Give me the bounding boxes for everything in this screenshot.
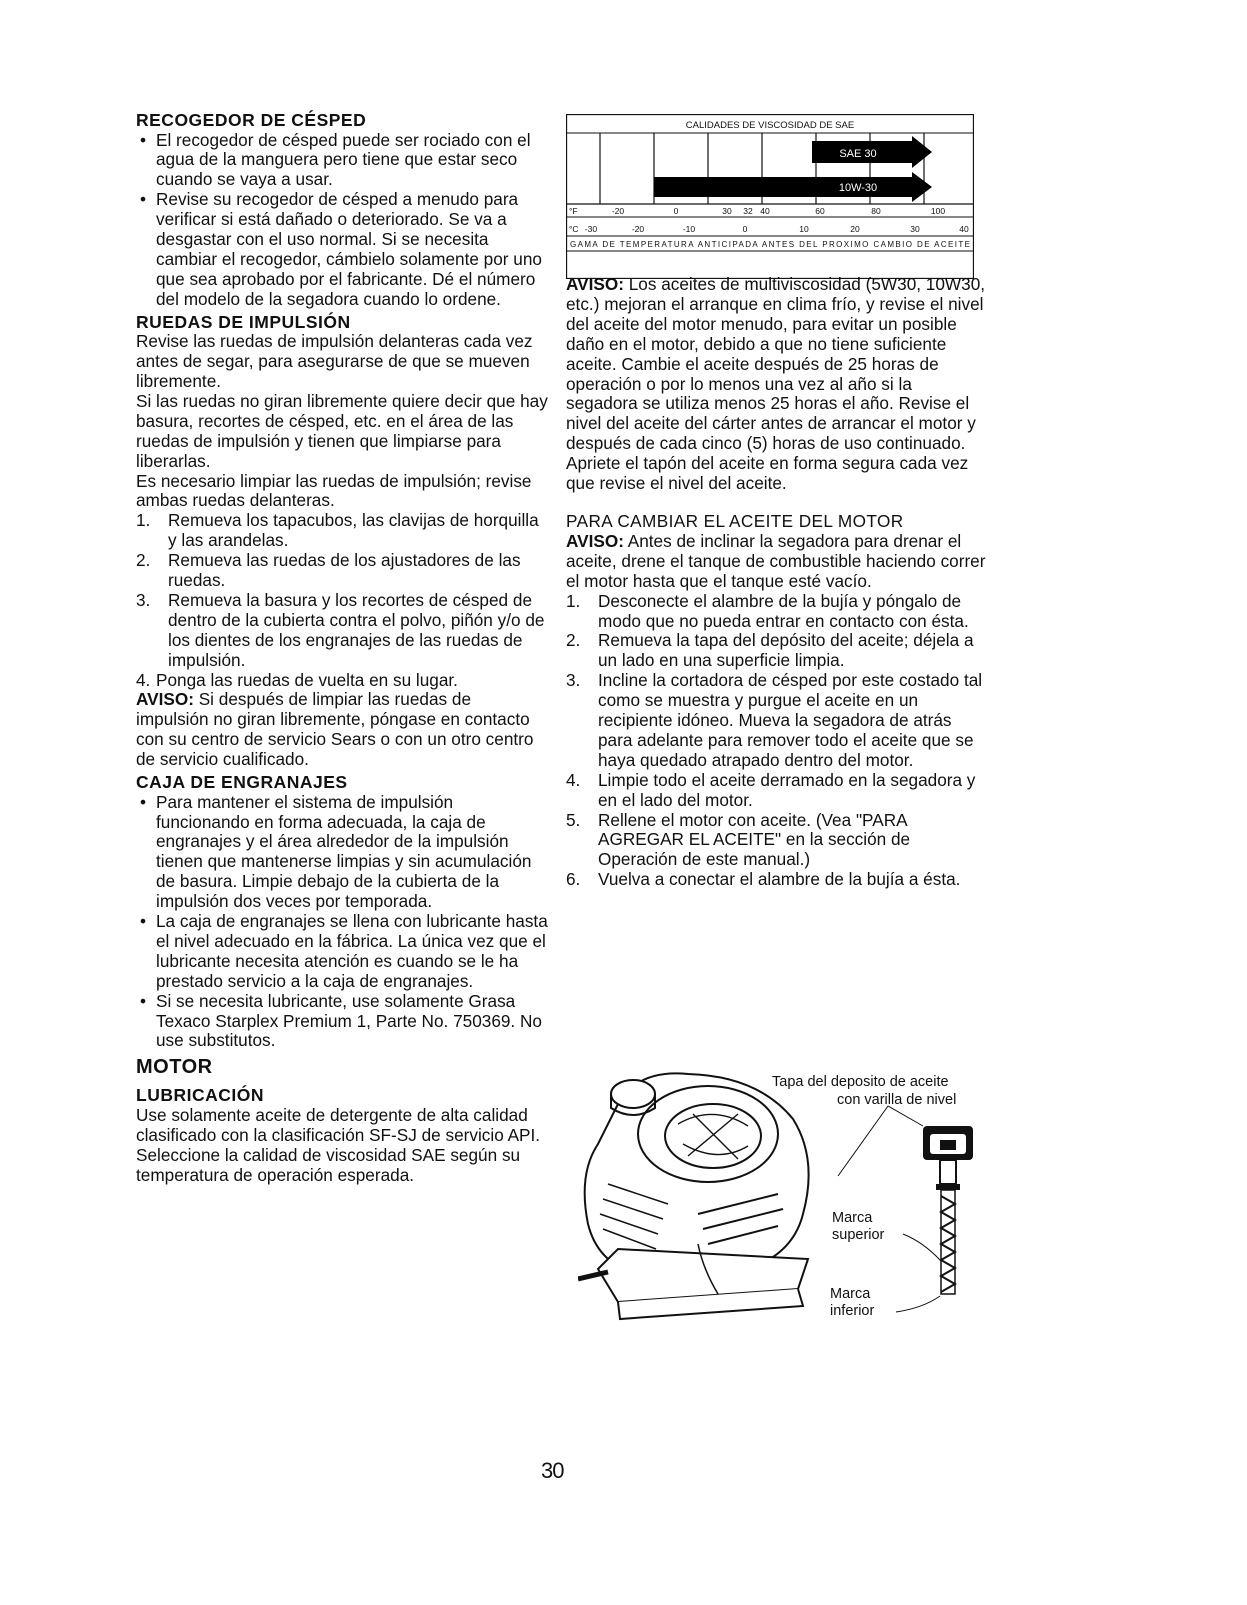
page-number: 30 [541,1458,564,1483]
step-number: 2. [136,550,151,571]
aviso-label: AVISO: [566,274,624,294]
caja-bullets [136,793,548,1052]
celsius-label: °C [569,224,579,234]
paragraph: Si las ruedas no giran libremente quiere decir que hay basura, recortes de césped, etc. en el área de las ruedas de impulsión y tienen que limpiarse para liberarlas. [136,390,548,471]
section-heading-ruedas: RUEDAS DE IMPULSIÓN [136,311,351,332]
section-heading-caja: CAJA DE ENGRANAJES [136,772,348,793]
bullet-item: • Si se necesita lubricante, use solamente Grasa Texaco Starplex Premium 1, Parte No. 750369. No use substitutos. [136,992,548,1052]
sae30-label: SAE 30 [839,148,877,160]
f-tick: 60 [815,206,825,216]
f-tick: 0 [673,206,679,216]
bullet-item: • El recogedor de césped puede ser rociado con el agua de la manguera pero tiene que estar seco cuando se vaya a usar. [136,131,548,191]
10w30-label: 10W-30 [838,182,878,194]
step-item [566,631,986,671]
ruedas-steps [136,511,548,690]
section-heading-recogedor: RECOGEDOR DE CÉSPED [136,110,367,130]
bullet-item: • La caja de engranajes se llena con lubricante hasta el nivel adecuado en la fábrica. La única vez que el lubricante necesita atención es cuando se le ha prestado servicio a la caja de engranajes. [136,912,548,992]
aviso-paragraph [566,275,986,494]
step-item [566,870,986,890]
step-text: Vuelva a conectar el alambre de la bujía a ésta. [598,869,961,890]
f-tick: 30 [722,206,732,216]
aviso-text: Si después de limpiar las ruedas de impulsión no giran libremente, póngase en contacto con su centro de servicio Sears o con un otro centro de servicio cualificado. [136,689,534,770]
c-tick: -30 [584,224,598,234]
marca-inferior-label-line2: inferior [830,1303,875,1319]
step-item [566,811,986,871]
step-item [566,771,986,811]
c-tick: 30 [910,224,920,234]
section-heading-cambiar-aceite: PARA CAMBIAR EL ACEITE DEL MOTOR [566,510,904,531]
section-heading-motor: MOTOR [136,1056,213,1079]
step-text: Remueva los tapacubos, las clavijas de horquilla y las arandelas. [168,510,539,551]
right-column [566,275,986,890]
step-text: Remueva la basura y los recortes de césped de dentro de la cubierta contra el polvo, piñón y/o de los dientes de los engranajes de las ruedas de impulsión. [168,589,545,670]
step-number: 1. [136,510,151,531]
step-text: Incline la cortadora de césped por este costado tal como se muestra y purgue el aceite en un recipiente idóneo. Mueva la segadora de atrás para adelante para remover todo el aceite que se haya quedado atrapado dentro del motor. [598,670,983,770]
step-text: Desconecte el alambre de la bujía y póngalo de modo que no pueda entrar en contacto con ésta. [598,590,969,631]
viscosity-chart [566,114,974,279]
section-heading-lubricacion: LUBRICACIÓN [136,1085,264,1106]
c-tick: 20 [850,224,860,234]
c-tick: 0 [742,224,748,234]
step-text: Ponga las ruedas de vuelta en su lugar. [156,669,458,690]
bullet-item: • Para mantener el sistema de impulsión funcionando en forma adecuada, la caja de engranajes y el área alrededor de la impulsión tienen que mantenerse limpias y sin acumulación de basura. Limpie debajo de la cubierta de la impulsión dos veces por temporada. [136,793,548,912]
step-number: 3. [566,670,581,691]
step-text: Limpie todo el aceite derramado en la segadora y en el lado del motor. [598,769,976,810]
marca-inferior-label-line1: Marca [830,1286,871,1302]
step-number: 4. [136,669,151,690]
paragraph: Use solamente aceite de detergente de alta calidad clasificado con la clasificación SF-SJ de servicio API. Seleccione la calidad de viscosidad SAE según su temperatura de operación esperada. [136,1104,541,1185]
step-item [566,592,986,632]
step-number: 5. [566,809,581,830]
f-tick: 100 [930,206,946,216]
step-number: 1. [566,590,581,611]
c-tick: -20 [631,224,645,234]
step-item [566,671,986,771]
f-tick: -20 [611,206,625,216]
step-item [136,671,548,691]
step-item [136,551,548,591]
c-tick: 10 [799,224,809,234]
viscosity-chart-footer: GAMA DE TEMPERATURA ANTICIPADA ANTES DEL PROXIMO CAMBIO DE ACEITE [570,240,970,249]
bullet-item: • Revise su recogedor de césped a menudo para verificar si está dañado o deteriorado. Se va a desgastar con el uso normal. Si se necesita cambiar el recogedor, cámbielo solamente por uno que sea aprobado por el fabricante. Dé el número del modelo de la segadora cuando lo ordene. [136,190,548,309]
step-text: Remueva la tapa del depósito del aceite; déjela a un lado en una superficie limpia. [598,630,974,671]
cambiar-aceite-steps [566,592,986,891]
step-text: Rellene el motor con aceite. (Vea "PARA AGREGAR EL ACEITE" en la sección de Operación de este manual.) [598,809,911,870]
left-column [136,110,548,1186]
step-text: Remueva las ruedas de los ajustadores de las ruedas. [168,550,521,591]
c-tick: -10 [682,224,696,234]
tapa-label-line1: Tapa del deposito de aceite [772,1074,949,1090]
recogedor-bullets [136,131,548,310]
aviso-paragraph [566,532,986,592]
step-item [136,511,548,551]
aviso-text: Antes de inclinar la segadora para drenar el aceite, drene el tanque de combustible haciendo correr el motor hasta que el tanque esté vacío. [566,530,986,591]
step-number: 4. [566,769,581,790]
aviso-label: AVISO: [136,689,194,710]
f-tick: 80 [871,206,881,216]
aviso-paragraph [136,690,548,770]
step-number: 6. [566,869,581,890]
step-number: 2. [566,630,581,651]
c-tick: 40 [959,224,969,234]
paragraph: Es necesario limpiar las ruedas de impulsión; revise ambas ruedas delanteras. [136,470,532,511]
fahrenheit-label: °F [569,206,578,216]
aviso-label: AVISO: [566,530,624,551]
engine-oil-figure [578,1064,990,1336]
step-item [136,591,548,671]
tapa-label-line2: con varilla de nivel [837,1092,957,1108]
f-tick: 32 [743,206,753,216]
viscosity-chart-title: CALIDADES DE VISCOSIDAD DE SAE [685,120,855,131]
marca-superior-label-line2: superior [832,1227,885,1243]
aviso-text: Los aceites de multiviscosidad (5W30, 10W30, etc.) mejoran el arranque en clima frío, y revise el nivel del aceite del motor menudo, para evitar un posible daño en el motor, debido a que no tiene suficiente aceite. Cambie el aceite después de 25 horas de operación o por lo menos una vez al año si la segadora se utiliza menos 25 horas el año. Revise el nivel del aceite del cárter antes de arrancar el motor y después de cada cinco (5) horas de uso continuado. Apriete el tapón del aceite en forma segura cada vez que revise el nivel del aceite. [566,274,986,494]
marca-superior-label-line1: Marca [832,1210,873,1226]
f-tick: 40 [760,206,770,216]
step-number: 3. [136,589,151,610]
paragraph: Revise las ruedas de impulsión delanteras cada vez antes de segar, para asegurarse de que se mueven libremente. [136,331,533,391]
dipstick [923,1126,973,1294]
